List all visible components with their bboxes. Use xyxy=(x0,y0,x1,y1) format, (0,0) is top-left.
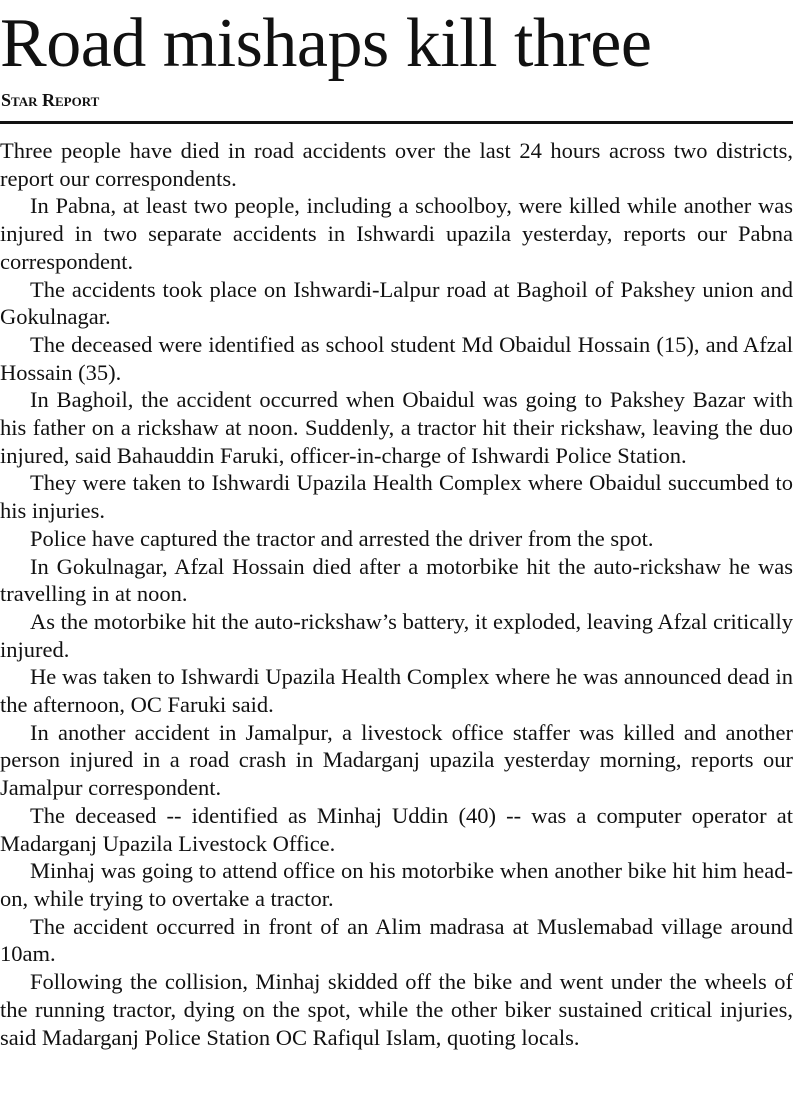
article-paragraph: Following the collision, Minhaj skidded off the bike and went under the wheels of the running tractor, dying on the spot, while the other biker sustained critical injuries, said Madarganj Police Station OC Rafiqul Islam, quoting locals. xyxy=(0,969,793,1050)
article-paragraph: In Baghoil, the accident occurred when Obaidul was going to Pakshey Bazar with his father on a rickshaw at noon. Suddenly, a tractor hit their rickshaw, leaving the duo injured, said Bahauddin Faruki, officer-in-charge of Ishwardi Police Station. xyxy=(0,387,793,468)
article-paragraph: He was taken to Ishwardi Upazila Health Complex where he was announced dead in the afternoon, OC Faruki said. xyxy=(0,664,793,718)
article-paragraph: The accidents took place on Ishwardi-Lalpur road at Baghoil of Pakshey union and Gokulnagar. xyxy=(0,276,793,330)
article-paragraph: The deceased were identified as school student Md Obaidul Hossain (15), and Afzal Hossain (35). xyxy=(0,331,793,385)
article-paragraph: Three people have died in road accidents over the last 24 hours across two districts, report our correspondents. xyxy=(0,138,793,191)
article-paragraph: The accident occurred in front of an Alim madrasa at Muslemabad village around 10am. xyxy=(0,913,793,967)
article-paragraph: As the motorbike hit the auto-rickshaw’s battery, it exploded, leaving Afzal critically injured. xyxy=(0,608,793,662)
article-body xyxy=(0,137,793,1051)
article-paragraph: In Gokulnagar, Afzal Hossain died after a motorbike hit the auto-rickshaw he was travelling in at noon. xyxy=(0,553,793,607)
article-paragraph: In another accident in Jamalpur, a livestock office staffer was killed and another person injured in a road crash in Madarganj upazila yesterday morning, reports our Jamalpur correspondent. xyxy=(0,719,793,801)
article-paragraph: The deceased -- identified as Minhaj Uddin (40) -- was a computer operator at Madarganj Upazila Livestock Office. xyxy=(0,802,793,856)
headline-divider xyxy=(0,121,793,124)
article-headline: Road mishaps kill three xyxy=(0,5,652,82)
article-byline: Star Report xyxy=(1,90,100,110)
article-paragraph: In Pabna, at least two people, including a schoolboy, were killed while another was injured in two separate accidents in Ishwardi upazila yesterday, reports our Pabna correspondent. xyxy=(0,193,793,274)
article-paragraph: Minhaj was going to attend office on his motorbike when another bike hit him head-on, while trying to overtake a tractor. xyxy=(0,858,793,911)
article-paragraph: They were taken to Ishwardi Upazila Health Complex where Obaidul succumbed to his injuries. xyxy=(0,470,793,524)
article-paragraph: Police have captured the tractor and arrested the driver from the spot. xyxy=(30,525,654,551)
